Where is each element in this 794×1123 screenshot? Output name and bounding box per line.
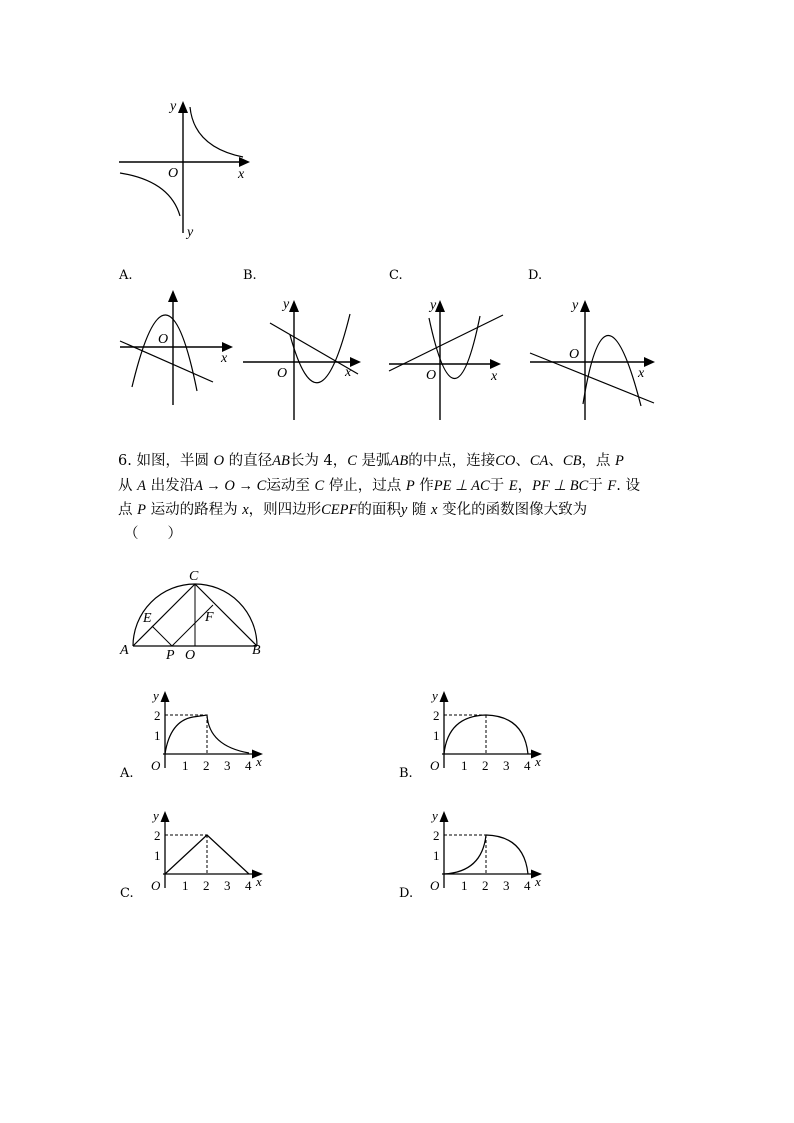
line-curve [389,315,503,371]
y-label-bottom: y [187,225,194,240]
svg-text:1: 1 [461,878,468,893]
svg-text:3: 3 [224,878,231,893]
parabola-curve [290,314,350,383]
svg-text:O: O [185,648,196,663]
svg-text:2: 2 [203,878,210,893]
q5-option-d-letter[interactable]: D. [528,268,543,283]
q6-option-b-graph [424,688,549,778]
svg-text:2: 2 [433,708,440,723]
svg-text:4: 4 [524,878,531,893]
svg-text:y: y [283,297,290,312]
svg-text:2: 2 [154,828,161,843]
hyperbola-graph [110,95,260,245]
svg-text:P: P [166,648,175,663]
q6-option-c-graph [145,808,270,898]
q5-option-c-graph [385,290,515,420]
svg-text:O: O [430,878,440,893]
svg-text:y: y [153,808,159,823]
svg-text:x: x [535,874,541,889]
svg-text:1: 1 [154,728,161,743]
svg-text:y: y [432,688,438,703]
svg-text:3: 3 [503,758,510,773]
segment-pe [152,626,172,646]
svg-text:x: x [535,754,541,769]
svg-text:4: 4 [245,878,252,893]
svg-text:x: x [256,874,262,889]
svg-text:2: 2 [482,758,489,773]
svg-text:1: 1 [182,878,189,893]
svg-text:O: O [430,758,440,773]
x-axis-arrow [239,157,250,167]
svg-text:2: 2 [433,828,440,843]
q5-option-b-graph [240,290,370,420]
q6-option-d-letter[interactable]: D. [399,886,414,901]
svg-text:2: 2 [154,708,161,723]
svg-text:y: y [572,298,579,313]
svg-text:3: 3 [224,758,231,773]
svg-text:4: 4 [245,758,252,773]
question-6-line-2: 从 A 出发沿A → O → C运动至 C 停止，过点 P 作PE ⊥ AC于 E，PF ⊥ BC于 F. 设 [118,477,640,494]
svg-text:y: y [153,688,159,703]
x-label: x [238,167,245,182]
parabola-curve [132,315,197,391]
svg-text:3: 3 [503,878,510,893]
q5-option-b-letter[interactable]: B. [243,268,257,283]
question-6-line-1: 6. 如图，半圆 O 的直径AB长为 4，C 是弧AB的中点，连接CO、CA、CB，点 P [118,453,624,469]
q6-option-a-letter[interactable]: A. [120,766,134,781]
svg-text:O: O [158,332,169,347]
hyperbola-branch-1 [190,107,243,157]
y-axis-arrow [178,101,188,113]
q5-option-d-graph [527,290,662,420]
svg-text:C: C [189,569,199,584]
q5-option-a-letter[interactable]: A. [119,268,133,283]
svg-text:O: O [277,366,288,381]
svg-text:1: 1 [154,848,161,863]
answer-blank: （ ） [124,526,182,542]
svg-text:E: E [143,611,152,626]
svg-text:x: x [221,351,228,366]
svg-text:4: 4 [524,758,531,773]
semicircle-figure [115,565,275,665]
q6-option-c-letter[interactable]: C. [120,886,134,901]
svg-text:O: O [151,758,161,773]
svg-text:y: y [432,808,438,823]
svg-text:x: x [345,365,352,380]
svg-text:O: O [569,347,580,362]
origin-label: O [168,166,179,181]
svg-text:1: 1 [182,758,189,773]
q6-option-d-graph [424,808,549,898]
q5-option-a-graph [115,285,245,410]
svg-text:y: y [430,298,437,313]
svg-text:x: x [638,366,645,381]
svg-text:O: O [151,878,161,893]
svg-text:F: F [205,610,214,625]
question-6-line-3: 点 P 运动的路程为 x，则四边形CEPF的面积y 随 x 变化的函数图像大致为 [118,502,588,518]
svg-text:1: 1 [433,728,440,743]
svg-text:x: x [491,369,498,384]
q6-option-a-graph [145,688,270,778]
question-6-text [118,449,688,523]
parabola-curve [583,335,641,406]
svg-text:1: 1 [433,848,440,863]
svg-text:x: x [256,754,262,769]
svg-text:B: B [252,643,261,658]
q5-option-c-letter[interactable]: C. [389,268,403,283]
svg-text:1: 1 [461,758,468,773]
svg-text:2: 2 [203,758,210,773]
svg-text:2: 2 [482,878,489,893]
svg-text:O: O [426,368,437,383]
svg-text:A: A [120,643,129,658]
q6-option-b-letter[interactable]: B. [399,766,413,781]
y-label: y [170,99,177,114]
